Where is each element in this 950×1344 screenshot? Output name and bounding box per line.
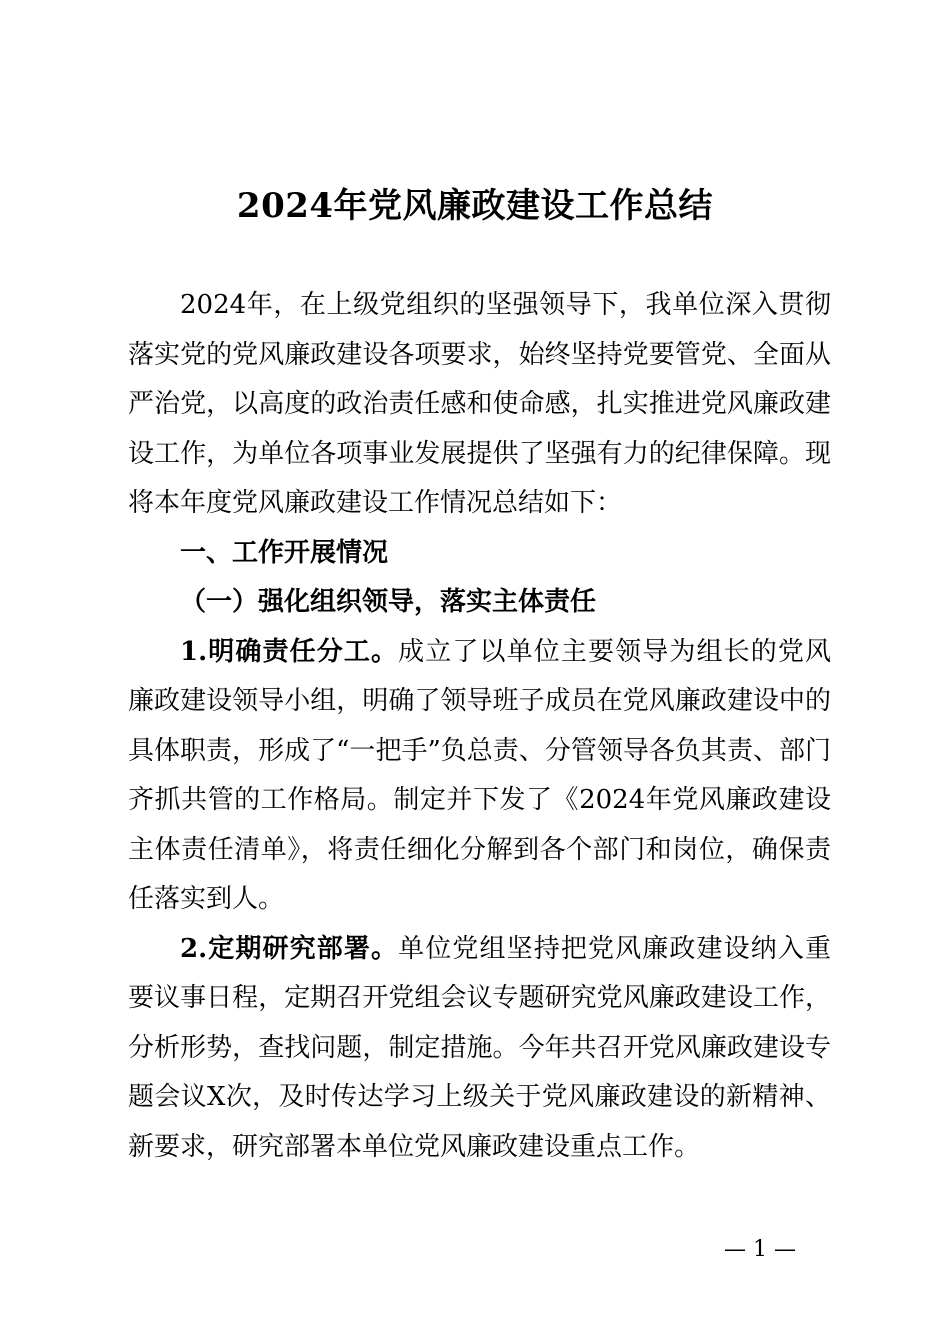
item-2-lead: 2.定期研究部署。 <box>180 933 399 964</box>
item-paragraph-1 <box>128 628 831 925</box>
document-body <box>128 281 831 1172</box>
item-paragraph-2 <box>128 925 831 1173</box>
intro-paragraph: 2024年，在上级党组织的坚强领导下，我单位深入贯彻落实党的党风廉政建设各项要求，始终坚持党要管党、全面从严治党，以高度的政治责任感和使命感，扎实推进党风廉政建设工作，为单位各项事业发展提供了坚强有力的纪律保障。现将本年度党风廉政建设工作情况总结如下： <box>128 290 831 518</box>
item-1-body: 成立了以单位主要领导为组长的党风廉政建设领导小组，明确了领导班子成员在党风廉政建设中的具体职责，形成了“一把手”负总责、分管领导各负其责、部门齐抓共管的工作格局。制定并下发了《2024年党风廉政建设主体责任清单》，将责任细化分解到各个部门和岗位，确保责任落实到人。 <box>128 636 831 914</box>
page-number: — 1 — <box>724 1237 796 1262</box>
section-heading: 一、工作开展情况 <box>180 537 389 568</box>
item-1-lead: 1.明确责任分工。 <box>180 636 399 667</box>
item-2-body: 单位党组坚持把党风廉政建设纳入重要议事日程，定期召开党组会议专题研究党风廉政建设工作，分析形势，查找问题，制定措施。今年共召开党风廉政建设专题会议X次，及时传达学习上级关于党风廉政建设的新精神、新要求，研究部署本单位党风廉政建设重点工作。 <box>128 933 831 1162</box>
document-title: 2024年党风廉政建设工作总结 <box>236 186 714 226</box>
subsection-heading: （一）强化组织领导，落实主体责任 <box>180 587 597 617</box>
